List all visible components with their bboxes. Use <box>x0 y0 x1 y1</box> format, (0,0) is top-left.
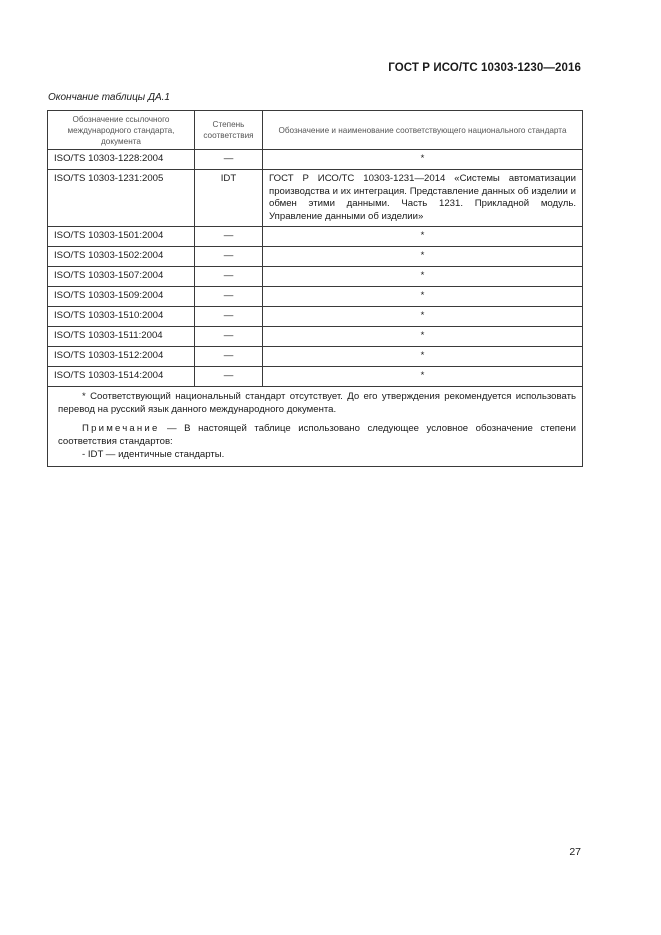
cell-reference-standard: ISO/TS 10303-1510:2004 <box>48 307 195 327</box>
cell-degree: — <box>195 267 263 287</box>
footnote-note-item: - IDT — идентичные стандарты. <box>82 448 225 460</box>
cell-national-standard: * <box>263 247 583 267</box>
cell-degree: — <box>195 247 263 267</box>
note-label: Примечание <box>82 422 160 434</box>
cell-degree: — <box>195 287 263 307</box>
page-header-standard-code: ГОСТ Р ИСО/ТС 10303-1230—2016 <box>388 62 581 74</box>
cell-national-standard: * <box>263 367 583 387</box>
cell-national-standard: ГОСТ Р ИСО/ТС 10303-1231—2014 «Системы автоматизации производства и их интеграция. Представление данных об изделии и обмен этими данными. Часть 1231. Прикладной модуль. Управление данными об изделии» <box>263 170 583 227</box>
cell-degree: IDT <box>195 170 263 227</box>
cell-reference-standard: ISO/TS 10303-1511:2004 <box>48 327 195 347</box>
cell-degree: — <box>195 227 263 247</box>
table-row <box>48 267 583 287</box>
cell-national-standard: * <box>263 150 583 170</box>
standards-correspondence-table <box>47 110 583 467</box>
table-row <box>48 227 583 247</box>
cell-degree: — <box>195 367 263 387</box>
cell-national-standard: * <box>263 267 583 287</box>
footnote-note <box>58 423 576 449</box>
cell-national-standard: * <box>263 287 583 307</box>
table-row <box>48 150 583 170</box>
cell-reference-standard: ISO/TS 10303-1502:2004 <box>48 247 195 267</box>
footnote-asterisk-note: * Соответствующий национальный стандарт отсутствует. До его утверждения рекомендуется использовать перевод на русский язык данного международного документа. <box>58 391 576 416</box>
table-caption: Окончание таблицы ДА.1 <box>48 92 170 103</box>
cell-national-standard: * <box>263 307 583 327</box>
table-row <box>48 347 583 367</box>
cell-reference-standard: ISO/TS 10303-1509:2004 <box>48 287 195 307</box>
table-row <box>48 247 583 267</box>
column-header-degree: Степень соответствия <box>195 111 263 150</box>
cell-degree: — <box>195 327 263 347</box>
cell-reference-standard: ISO/TS 10303-1501:2004 <box>48 227 195 247</box>
table-footnote <box>48 387 583 467</box>
table-row <box>48 367 583 387</box>
table-row <box>48 287 583 307</box>
page-number: 27 <box>569 846 581 858</box>
cell-reference-standard: ISO/TS 10303-1514:2004 <box>48 367 195 387</box>
table-row <box>48 307 583 327</box>
cell-reference-standard: ISO/TS 10303-1231:2005 <box>48 170 195 227</box>
column-header-national-standard: Обозначение и наименование соответствующего национального стандарта <box>263 111 583 150</box>
table-header-row <box>48 111 583 150</box>
cell-degree: — <box>195 307 263 327</box>
note-text: — В настоящей таблице использовано следующее условное обозначение степени соответствия стандартов: <box>58 422 576 447</box>
cell-national-standard: * <box>263 347 583 367</box>
cell-national-standard: * <box>263 227 583 247</box>
table-row <box>48 170 583 227</box>
cell-reference-standard: ISO/TS 10303-1507:2004 <box>48 267 195 287</box>
table-row <box>48 327 583 347</box>
column-header-reference-standard: Обозначение ссылочного международного стандарта, документа <box>48 111 195 150</box>
cell-degree: — <box>195 150 263 170</box>
cell-reference-standard: ISO/TS 10303-1228:2004 <box>48 150 195 170</box>
cell-degree: — <box>195 347 263 367</box>
table-footnote-row <box>48 387 583 467</box>
cell-reference-standard: ISO/TS 10303-1512:2004 <box>48 347 195 367</box>
cell-national-standard: * <box>263 327 583 347</box>
